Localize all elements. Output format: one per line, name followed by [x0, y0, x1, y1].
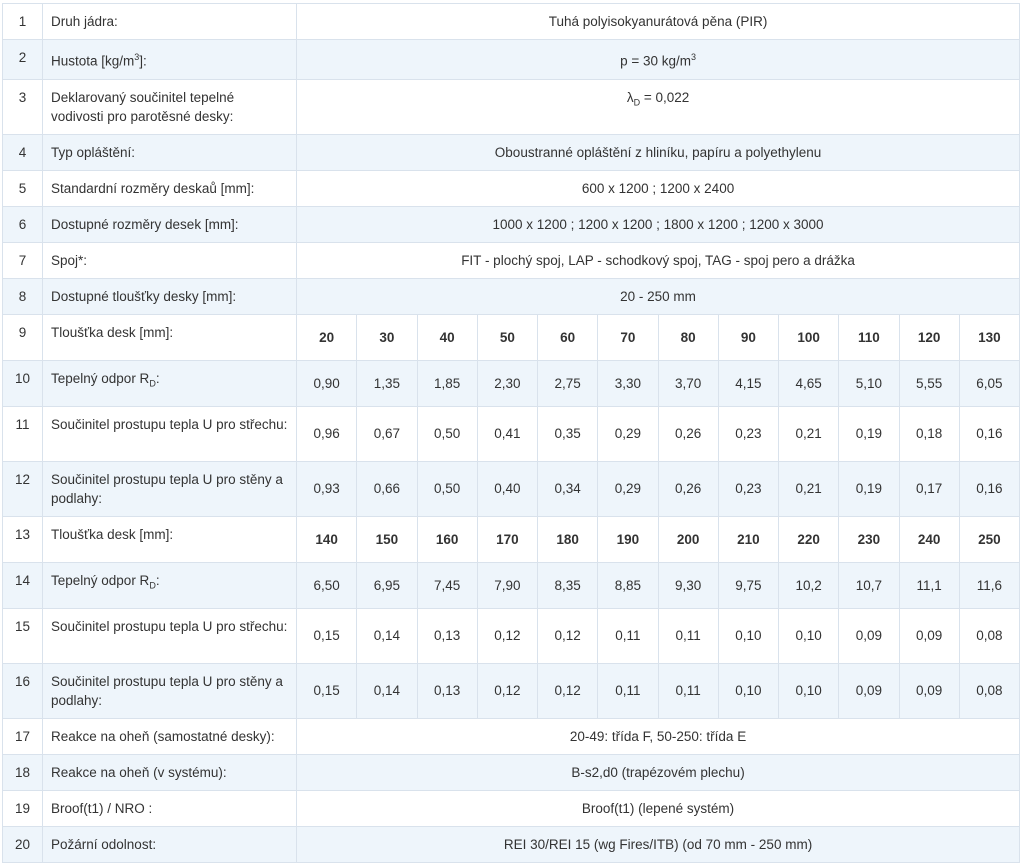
row-value: REI 30/REI 15 (wg Fires/ITB) (od 70 mm - 250 mm) — [297, 826, 1020, 862]
row-value: Broof(t1) (lepené systém) — [297, 790, 1020, 826]
value-cell: 6,05 — [959, 360, 1019, 406]
value-cell: 0,18 — [899, 406, 959, 461]
row-value: FIT - plochý spoj, LAP - schodkový spoj, TAG - spoj pero a drážka — [297, 242, 1020, 278]
value-cell: 4,65 — [779, 360, 839, 406]
value-cell: 8,35 — [538, 562, 598, 608]
row-number: 12 — [3, 461, 43, 516]
label-text: Tepelný odpor R — [51, 370, 150, 386]
value-cell: 0,13 — [417, 663, 477, 718]
table-row — [3, 40, 1020, 80]
row-label: Reakce na oheň (v systému): — [43, 754, 297, 790]
row-label: Deklarovaný součinitel tepelné vodivosti pro parotěsné desky: — [43, 79, 297, 134]
table-row — [3, 206, 1020, 242]
table-row — [3, 170, 1020, 206]
value-cell: 9,75 — [718, 562, 778, 608]
thickness-cell: 60 — [538, 314, 598, 360]
row-number: 9 — [3, 314, 43, 360]
row-number: 11 — [3, 406, 43, 461]
value-cell: 0,16 — [959, 406, 1019, 461]
thickness-cell: 240 — [899, 516, 959, 562]
thickness-cell: 100 — [779, 314, 839, 360]
value-cell: 0,10 — [779, 663, 839, 718]
value-cell: 0,23 — [718, 406, 778, 461]
value-cell: 1,35 — [357, 360, 417, 406]
thickness-cell: 40 — [417, 314, 477, 360]
value-cell: 0,90 — [297, 360, 357, 406]
table-row — [3, 562, 1020, 608]
row-number: 1 — [3, 4, 43, 40]
row-number: 18 — [3, 754, 43, 790]
thickness-cell: 230 — [839, 516, 899, 562]
value-cell: 0,21 — [779, 461, 839, 516]
value-cell: 0,08 — [959, 663, 1019, 718]
value-cell: 4,15 — [718, 360, 778, 406]
row-value: 600 x 1200 ; 1200 x 2400 — [297, 170, 1020, 206]
row-value: B-s2,d0 (trapézovém plechu) — [297, 754, 1020, 790]
thickness-cell: 20 — [297, 314, 357, 360]
thickness-cell: 190 — [598, 516, 658, 562]
value-cell: 0,12 — [538, 663, 598, 718]
row-number: 7 — [3, 242, 43, 278]
thickness-cell: 250 — [959, 516, 1019, 562]
table-row — [3, 790, 1020, 826]
value-cell: 3,70 — [658, 360, 718, 406]
value-cell: 3,30 — [598, 360, 658, 406]
value-text: p = 30 kg/m — [620, 53, 691, 69]
thickness-cell: 80 — [658, 314, 718, 360]
label-text-end: : — [155, 370, 160, 386]
row-label: Standardní rozměry deskaů [mm]: — [43, 170, 297, 206]
value-cell: 0,29 — [598, 461, 658, 516]
row-label: Spoj*: — [43, 242, 297, 278]
value-cell: 0,14 — [357, 663, 417, 718]
value-cell: 0,17 — [899, 461, 959, 516]
label-sub: D — [149, 580, 156, 591]
thickness-cell: 170 — [477, 516, 537, 562]
value-cell: 2,30 — [477, 360, 537, 406]
table-row — [3, 718, 1020, 754]
row-number: 15 — [3, 608, 43, 663]
row-number: 10 — [3, 360, 43, 406]
row-value — [297, 79, 1020, 134]
value-cell: 11,1 — [899, 562, 959, 608]
value-text: λ — [626, 89, 634, 105]
value-cell: 0,40 — [477, 461, 537, 516]
value-cell: 0,16 — [959, 461, 1019, 516]
value-cell: 5,10 — [839, 360, 899, 406]
thickness-cell: 130 — [959, 314, 1019, 360]
thickness-cell: 200 — [658, 516, 718, 562]
label-text: Hustota [kg/m — [51, 53, 135, 69]
value-cell: 0,11 — [658, 608, 718, 663]
value-cell: 0,50 — [417, 406, 477, 461]
table-row — [3, 278, 1020, 314]
label-sub: D — [149, 378, 156, 389]
row-number: 2 — [3, 40, 43, 80]
value-cell: 7,45 — [417, 562, 477, 608]
value-cell: 0,29 — [598, 406, 658, 461]
value-cell: 0,11 — [598, 608, 658, 663]
table-row — [3, 754, 1020, 790]
table-row — [3, 134, 1020, 170]
row-label: Tloušťka desk [mm]: — [43, 516, 297, 562]
value-cell: 0,09 — [839, 608, 899, 663]
value-cell: 0,11 — [598, 663, 658, 718]
table-row — [3, 461, 1020, 516]
row-label — [43, 360, 297, 406]
label-text-end: ]: — [139, 53, 147, 69]
row-label: Druh jádra: — [43, 4, 297, 40]
table-row — [3, 406, 1020, 461]
value-cell: 0,10 — [718, 608, 778, 663]
table-row — [3, 826, 1020, 862]
table-row — [3, 79, 1020, 134]
row-label: Dostupné tloušťky desky [mm]: — [43, 278, 297, 314]
value-cell: 0,19 — [839, 461, 899, 516]
value-sub: D — [633, 97, 641, 108]
value-cell: 0,15 — [297, 608, 357, 663]
thickness-cell: 120 — [899, 314, 959, 360]
value-sup: 3 — [690, 52, 696, 62]
thickness-cell: 220 — [779, 516, 839, 562]
value-cell: 0,21 — [779, 406, 839, 461]
value-cell: 8,85 — [598, 562, 658, 608]
value-cell: 0,26 — [658, 406, 718, 461]
value-cell: 0,67 — [357, 406, 417, 461]
row-label: Součinitel prostupu tepla U pro stěny a podlahy: — [43, 663, 297, 718]
row-label: Součinitel prostupu tepla U pro střechu: — [43, 608, 297, 663]
value-cell: 9,30 — [658, 562, 718, 608]
value-cell: 1,85 — [417, 360, 477, 406]
row-label: Typ opláštění: — [43, 134, 297, 170]
value-cell: 0,09 — [839, 663, 899, 718]
value-cell: 0,23 — [718, 461, 778, 516]
product-spec-table — [2, 3, 1020, 863]
value-cell: 0,15 — [297, 663, 357, 718]
table-row — [3, 663, 1020, 718]
value-cell: 2,75 — [538, 360, 598, 406]
value-cell: 0,26 — [658, 461, 718, 516]
thickness-cell: 160 — [417, 516, 477, 562]
thickness-cell: 50 — [477, 314, 537, 360]
value-cell: 0,96 — [297, 406, 357, 461]
label-text-end: : — [155, 572, 160, 588]
value-cell: 0,12 — [538, 608, 598, 663]
value-cell: 0,12 — [477, 608, 537, 663]
value-cell: 0,34 — [538, 461, 598, 516]
value-text-end: = 0,022 — [640, 89, 690, 105]
value-cell: 0,09 — [899, 608, 959, 663]
label-sup: 3 — [134, 52, 140, 62]
value-cell: 0,13 — [417, 608, 477, 663]
value-cell: 0,10 — [779, 608, 839, 663]
value-cell: 5,55 — [899, 360, 959, 406]
table-row — [3, 608, 1020, 663]
row-number: 5 — [3, 170, 43, 206]
row-number: 13 — [3, 516, 43, 562]
thickness-cell: 110 — [839, 314, 899, 360]
row-label: Součinitel prostupu tepla U pro stěny a podlahy: — [43, 461, 297, 516]
value-cell: 0,41 — [477, 406, 537, 461]
value-cell: 0,93 — [297, 461, 357, 516]
row-label — [43, 40, 297, 80]
row-label: Dostupné rozměry desek [mm]: — [43, 206, 297, 242]
value-cell: 10,2 — [779, 562, 839, 608]
value-cell: 6,95 — [357, 562, 417, 608]
value-cell: 10,7 — [839, 562, 899, 608]
table-row — [3, 360, 1020, 406]
row-number: 8 — [3, 278, 43, 314]
row-value: Tuhá polyisokyanurátová pěna (PIR) — [297, 4, 1020, 40]
value-cell: 0,10 — [718, 663, 778, 718]
thickness-cell: 70 — [598, 314, 658, 360]
row-number: 3 — [3, 79, 43, 134]
row-number: 6 — [3, 206, 43, 242]
thickness-cell: 90 — [718, 314, 778, 360]
value-cell: 0,08 — [959, 608, 1019, 663]
value-cell: 7,90 — [477, 562, 537, 608]
value-cell: 0,09 — [899, 663, 959, 718]
row-label: Tloušťka desk [mm]: — [43, 314, 297, 360]
row-number: 14 — [3, 562, 43, 608]
row-label — [43, 562, 297, 608]
row-number: 4 — [3, 134, 43, 170]
table-row — [3, 516, 1020, 562]
row-label: Součinitel prostupu tepla U pro střechu: — [43, 406, 297, 461]
table-row — [3, 4, 1020, 40]
row-value — [297, 40, 1020, 80]
row-number: 20 — [3, 826, 43, 862]
thickness-cell: 180 — [538, 516, 598, 562]
value-cell: 0,19 — [839, 406, 899, 461]
row-label: Reakce na oheň (samostatné desky): — [43, 718, 297, 754]
thickness-cell: 210 — [718, 516, 778, 562]
thickness-cell: 140 — [297, 516, 357, 562]
row-number: 17 — [3, 718, 43, 754]
row-value: 20 - 250 mm — [297, 278, 1020, 314]
thickness-cell: 30 — [357, 314, 417, 360]
row-value: 20-49: třída F, 50-250: třída E — [297, 718, 1020, 754]
row-label: Požární odolnost: — [43, 826, 297, 862]
value-cell: 0,50 — [417, 461, 477, 516]
thickness-cell: 150 — [357, 516, 417, 562]
table-row — [3, 242, 1020, 278]
value-cell: 0,14 — [357, 608, 417, 663]
row-number: 19 — [3, 790, 43, 826]
value-cell: 0,11 — [658, 663, 718, 718]
row-value: 1000 x 1200 ; 1200 x 1200 ; 1800 x 1200 ; 1200 x 3000 — [297, 206, 1020, 242]
value-cell: 0,35 — [538, 406, 598, 461]
label-text: Tepelný odpor R — [51, 572, 150, 588]
row-number: 16 — [3, 663, 43, 718]
row-label: Broof(t1) / NRO : — [43, 790, 297, 826]
table-row — [3, 314, 1020, 360]
value-cell: 0,66 — [357, 461, 417, 516]
value-cell: 11,6 — [959, 562, 1019, 608]
row-value: Oboustranné opláštění z hliníku, papíru a polyethylenu — [297, 134, 1020, 170]
value-cell: 0,12 — [477, 663, 537, 718]
value-cell: 6,50 — [297, 562, 357, 608]
